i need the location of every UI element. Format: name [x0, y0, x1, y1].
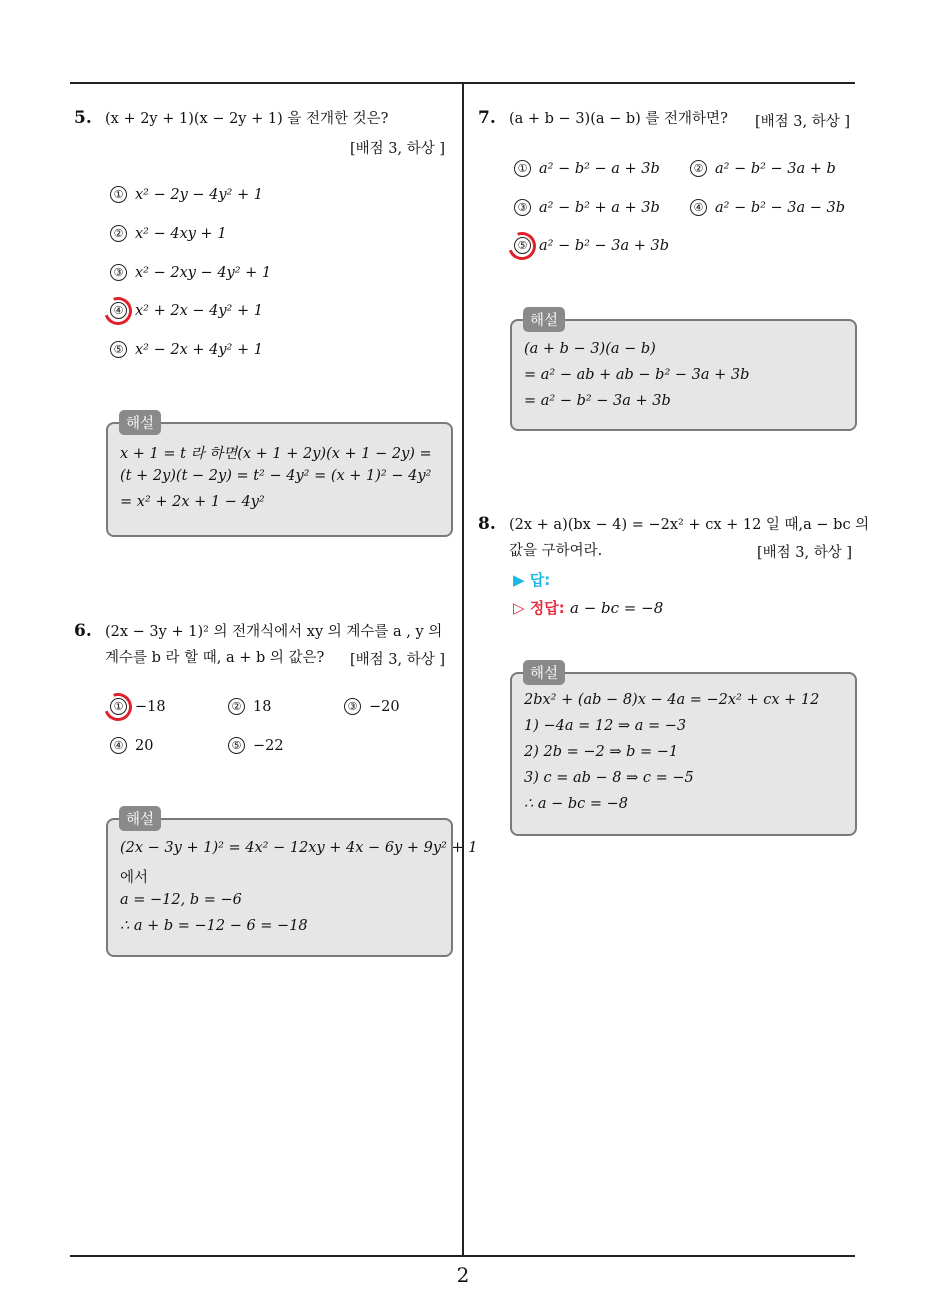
q8-line-1: (2x + a)(bx − 4) = −2x² + cx + 12 일 때,a − bc 의 — [509, 517, 870, 533]
q8-exp-line-4: 3) c = ab − 8 ⇒ c = −5 — [524, 770, 694, 786]
q7-exp-line-3: = a² − b² − 3a + 3b — [524, 393, 671, 409]
q8-correct-answer: ▷ 정답: a − bc = −8 — [513, 599, 664, 617]
q6-line-1: (2x − 3y + 1)² 의 전개식에서 xy 의 계수를 a , y 의 — [105, 624, 443, 640]
q5-option-1[interactable]: ① x² − 2y − 4y² + 1 — [110, 186, 263, 203]
bottom-rule — [70, 1255, 855, 1257]
q5-text: (x + 2y + 1)(x − 2y + 1) 을 전개한 것은? — [105, 111, 389, 127]
q7-option-2[interactable]: ② a² − b² − 3a + b — [690, 160, 836, 177]
q7-score: [배점 3, 하상 ] — [755, 114, 851, 130]
q5-option-2[interactable]: ② x² − 4xy + 1 — [110, 225, 227, 242]
q6-exp-line-1: (2x − 3y + 1)² = 4x² − 12xy + 4x − 6y + 9y² + 1 — [120, 840, 478, 856]
q5-exp-line-2: (t + 2y)(t − 2y) = t² − 4y² = (x + 1)² − 4y² — [120, 468, 432, 484]
q8-score: [배점 3, 하상 ] — [757, 545, 853, 561]
q6-number: 6. — [74, 621, 92, 641]
q7-option-5[interactable]: ⑤ a² − b² − 3a + 3b — [514, 237, 669, 254]
page-number: 2 — [456, 1263, 470, 1287]
q6-exp-line-2: 에서 — [120, 870, 149, 886]
q5-exp-line-1: x + 1 = t 라 하면(x + 1 + 2y)(x + 1 − 2y) = — [120, 446, 432, 462]
q7-explanation-tag: 해설 — [523, 307, 565, 332]
q7-exp-line-1: (a + b − 3)(a − b) — [524, 341, 656, 357]
q8-exp-line-5: ∴ a − bc = −8 — [524, 796, 628, 812]
q6-explanation-tag: 해설 — [119, 806, 161, 831]
q5-explanation-tag: 해설 — [119, 410, 161, 435]
q8-line-2: 값을 구하여라. — [509, 543, 603, 559]
q6-option-5[interactable]: ⑤ −22 — [228, 737, 284, 754]
q8-explanation-tag: 해설 — [523, 660, 565, 685]
q6-option-1[interactable]: ① −18 — [110, 698, 166, 715]
q5-score: [배점 3, 하상 ] — [350, 141, 446, 157]
q8-correct-value: a − bc = −8 — [569, 599, 664, 617]
q8-answer-label: ▶ 답: — [513, 571, 551, 589]
q5-option-3[interactable]: ③ x² − 2xy − 4y² + 1 — [110, 264, 271, 281]
q6-option-2[interactable]: ② 18 — [228, 698, 271, 715]
q5-explanation-box — [106, 422, 453, 537]
q7-option-4[interactable]: ④ a² − b² − 3a − 3b — [690, 199, 845, 216]
q5-answer-mark — [99, 292, 136, 329]
q6-exp-line-3: a = −12, b = −6 — [120, 892, 242, 908]
q5-option-4[interactable]: ④ x² + 2x − 4y² + 1 — [110, 302, 263, 319]
q6-answer-mark — [99, 688, 136, 725]
q7-text: (a + b − 3)(a − b) 를 전개하면? — [509, 111, 728, 127]
q7-exp-line-2: = a² − ab + ab − b² − 3a + 3b — [524, 367, 750, 383]
q6-option-3[interactable]: ③ −20 — [344, 698, 400, 715]
q6-option-4[interactable]: ④ 20 — [110, 737, 153, 754]
q8-exp-line-1: 2bx² + (ab − 8)x − 4a = −2x² + cx + 12 — [524, 692, 820, 708]
q7-number: 7. — [478, 108, 496, 128]
q7-answer-mark — [503, 227, 540, 264]
q8-exp-line-2: 1) −4a = 12 ⇒ a = −3 — [524, 718, 687, 734]
q5-number: 5. — [74, 108, 92, 128]
q7-option-1[interactable]: ① a² − b² − a + 3b — [514, 160, 660, 177]
q8-explanation-box — [510, 672, 857, 836]
q5-exp-line-3: = x² + 2x + 1 − 4y² — [120, 494, 265, 510]
q6-exp-line-4: ∴ a + b = −12 − 6 = −18 — [120, 918, 308, 934]
q5-option-5[interactable]: ⑤ x² − 2x + 4y² + 1 — [110, 341, 263, 358]
column-divider — [462, 84, 464, 1255]
q6-line-2: 계수를 b 라 할 때, a + b 의 값은? — [105, 650, 325, 666]
q6-score: [배점 3, 하상 ] — [350, 652, 446, 668]
q7-option-3[interactable]: ③ a² − b² + a + 3b — [514, 199, 660, 216]
q7-explanation-box — [510, 319, 857, 431]
q6-explanation-box — [106, 818, 478, 957]
q8-exp-line-3: 2) 2b = −2 ⇒ b = −1 — [524, 744, 679, 760]
q8-number: 8. — [478, 514, 496, 534]
